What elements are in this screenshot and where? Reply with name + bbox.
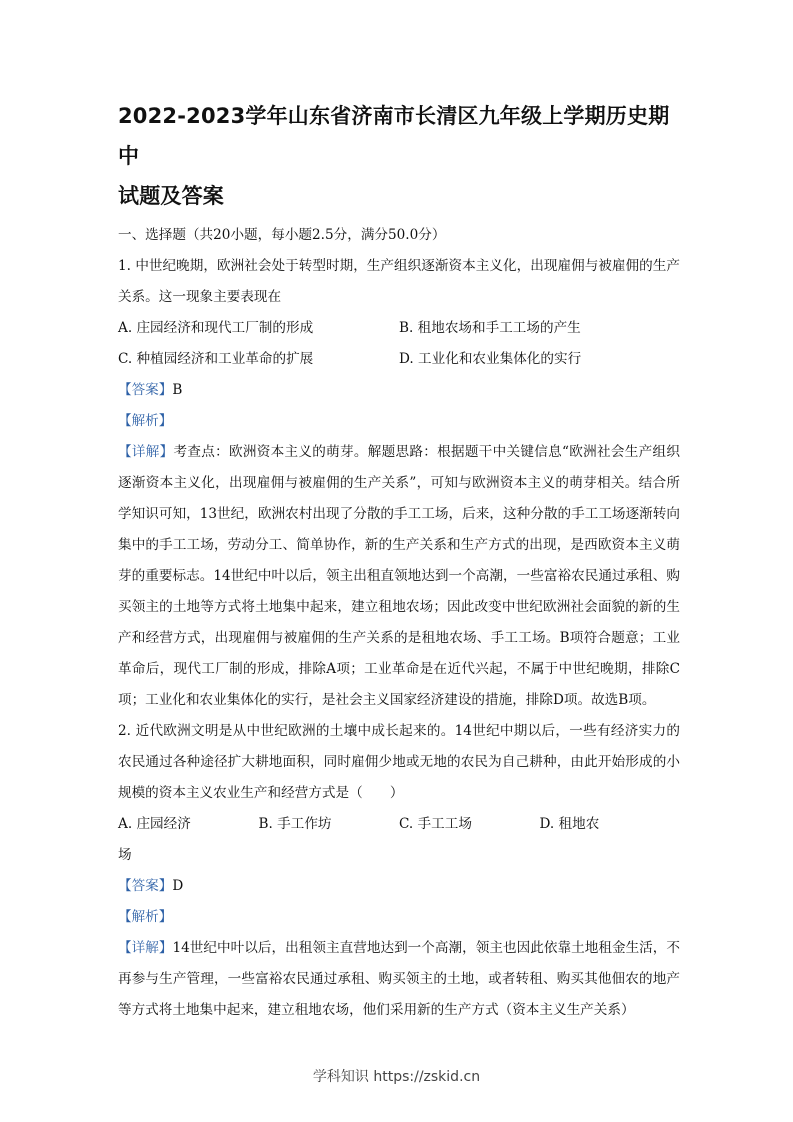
option-d: D. 租地农 bbox=[539, 816, 600, 832]
answer-tag: 【答案】 bbox=[118, 878, 173, 894]
detail-text: 14世纪中叶以后，出租领主直营地达到一个高潮，领主也因此依靠土地租金生活，不再参与生产管理，一些富裕农民通过承租、购买领主的土地，或者转租、购买其他佃农的地产等方式将土地集中起来，建立租地农场，他们采用新的生产方式（资本主义生产关系） bbox=[118, 940, 681, 1018]
detail-tag: 【详解】 bbox=[118, 940, 173, 956]
answer-line bbox=[118, 871, 680, 902]
option-b: B. 租地农场和手工工场的产生 bbox=[399, 320, 581, 336]
document-page bbox=[118, 96, 680, 1026]
answer-line bbox=[118, 375, 680, 406]
detail-tag: 【详解】 bbox=[118, 444, 174, 460]
question-2 bbox=[118, 716, 680, 1026]
option-row bbox=[118, 313, 680, 344]
option-row bbox=[118, 344, 680, 375]
question-stem: 1. 中世纪晚期，欧洲社会处于转型时期，生产组织逐渐资本主义化，出现雇佣与被雇佣的生产关系。这一现象主要表现在 bbox=[118, 258, 680, 305]
option-b: B. 手工作坊 bbox=[258, 816, 332, 832]
detail-paragraph bbox=[118, 933, 680, 1026]
option-c: C. 手工工场 bbox=[399, 816, 472, 832]
option-wrap: 场 bbox=[118, 847, 132, 863]
detail-paragraph bbox=[118, 437, 680, 716]
option-a: A. 庄园经济和现代工厂制的形成 bbox=[118, 320, 314, 336]
detail-text: 考查点：欧洲资本主义的萌芽。解题思路：根据题干中关键信息“欧洲社会生产组织逐渐资本主义化，出现雇佣与被雇佣的生产关系”，可知与欧洲资本主义的萌芽相关。结合所学知识可知，13世纪，欧洲农村出现了分散的手工工场，后来，这种分散的手工工场逐渐转向集中的手工工场，劳动分工、简单协作，新的生产关系和生产方式的出现，是西欧资本主义萌芽的重要标志。14世纪中叶以后，领主出租直领地达到一个高潮，一些富裕农民通过承租、购买领主的土地等方式将土地集中起来，建立租地农场；因此改变中世纪欧洲社会面貌的新的生产和经营方式，出现雇佣与被雇佣的生产关系的是租地农场、手工工场。B项符合题意；工业革命后，现代工厂制的形成，排除A项；工业革命是在近代兴起，不属于中世纪晚期，排除C项；工业化和农业集体化的实行，是社会主义国家经济建设的措施，排除D项。故选B项。 bbox=[118, 444, 681, 708]
option-d: D. 工业化和农业集体化的实行 bbox=[399, 351, 582, 367]
answer-tag: 【答案】 bbox=[118, 382, 173, 398]
analysis-tag: 【解析】 bbox=[118, 413, 173, 429]
option-a: A. 庄园经济 bbox=[118, 816, 191, 832]
document-title bbox=[118, 96, 680, 216]
answer-value: D bbox=[172, 878, 184, 894]
answer-value: B bbox=[172, 382, 183, 398]
title-line-1: 2022-2023学年山东省济南市长清区九年级上学期历史期中 bbox=[118, 104, 670, 168]
question-stem: 2. 近代欧洲文明是从中世纪欧洲的土壤中成长起来的。14世纪中期以后，一些有经济实力的农民通过各种途径扩大耕地面积，同时雇佣少地或无地的农民为自己耕种，由此开始形成的小规模的资本主义农业生产和经营方式是（ ） bbox=[118, 723, 680, 801]
footer-watermark: 学科知识 https://zskid.cn bbox=[312, 1069, 481, 1085]
option-row bbox=[118, 809, 680, 840]
option-c: C. 种植园经济和工业革命的扩展 bbox=[118, 351, 314, 367]
question-1 bbox=[118, 251, 680, 716]
section-header: 一、选择题（共20小题，每小题2.5分，满分50.0分） bbox=[118, 227, 446, 243]
title-line-2: 试题及答案 bbox=[118, 184, 224, 208]
analysis-tag: 【解析】 bbox=[118, 909, 173, 925]
